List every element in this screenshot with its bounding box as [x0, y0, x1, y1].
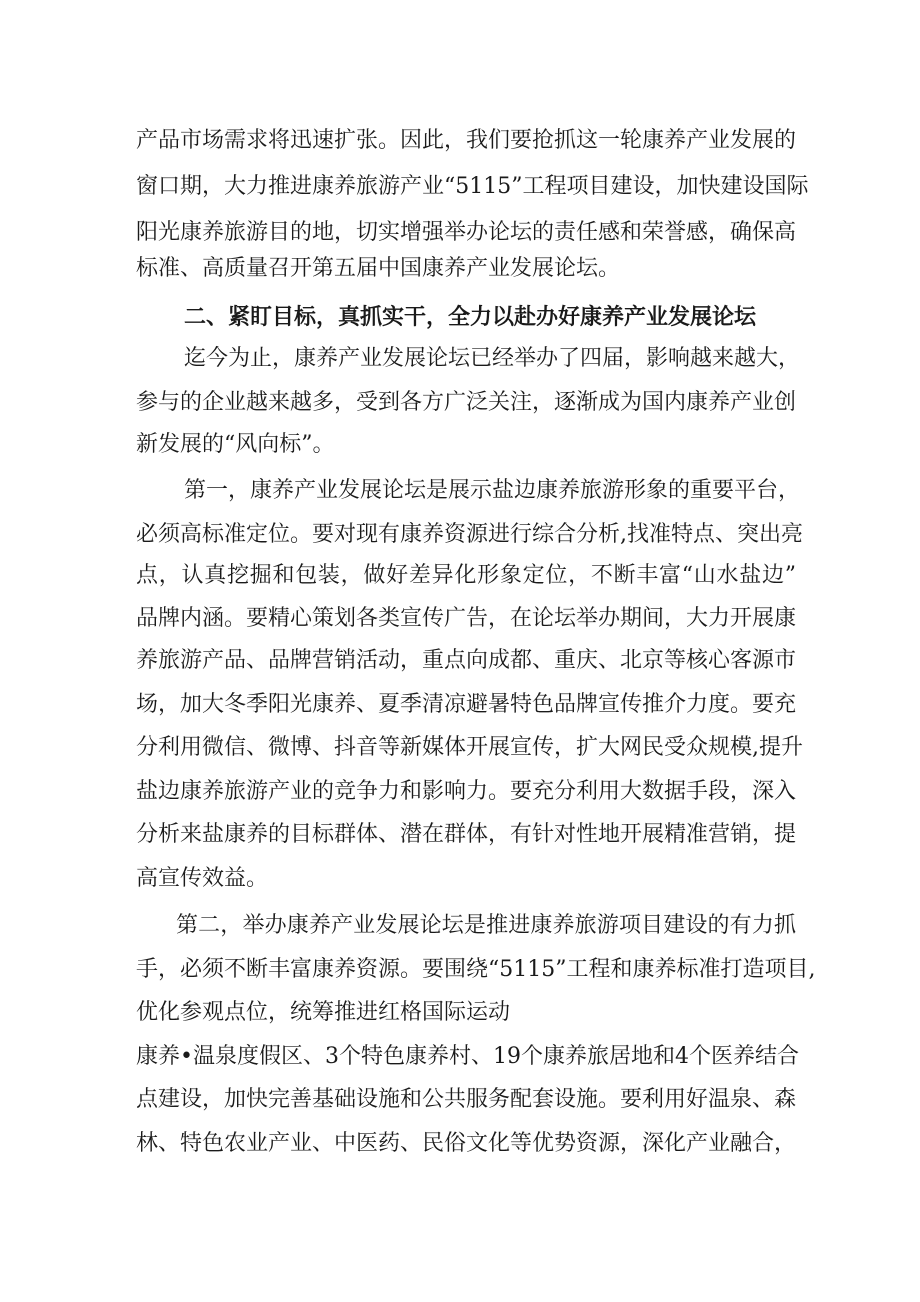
paragraph-line: 手，必须不断丰富康养资源。要围绕“5115”工程和康养标准打造项目,: [136, 957, 816, 982]
paragraph-line: 产品市场需求将迅速扩张。因此，我们要抢抓这一轮康养产业发展的: [136, 128, 797, 153]
paragraph-line: 第一，康养产业发展论坛是展示盐边康养旅游形象的重要平台，: [184, 478, 801, 503]
paragraph-line: 第二，举办康养产业发展论坛是推进康养旅游项目建设的有力抓: [176, 913, 796, 938]
paragraph-line: 分利用微信、微博、抖音等新媒体开展宣传，扩大网民受众规模,提升: [136, 735, 803, 760]
paragraph-line: 养旅游产品、品牌营销活动，重点向成都、重庆、北京等核心客源市: [136, 648, 797, 673]
paragraph-line: 必须高标准定位。要对现有康养资源进行综合分析,找准特点、突出亮: [136, 522, 803, 547]
section-heading: 二、紧盯目标，真抓实干，全力以赴办好康养产业发展论坛: [184, 305, 757, 330]
paragraph-line: 林、特色农业产业、中医药、民俗文化等优势资源，深化产业融合，: [136, 1131, 797, 1156]
paragraph-line: 参与的企业越来越多，受到各方广泛关注，逐渐成为国内康养产业创: [136, 390, 797, 415]
paragraph-line: 康养•温泉度假区、3个特色康养村、19个康养旅居地和4个医养结合: [136, 1044, 799, 1069]
paragraph-line: 新发展的“风向标”。: [136, 432, 335, 457]
paragraph-line: 品牌内涵。要精心策划各类宣传广告，在论坛举办期间，大力开展康: [136, 606, 797, 631]
paragraph-line: 高宣传效益。: [136, 866, 269, 891]
paragraph-line: 点，认真挖掘和包装，做好差异化形象定位，不断丰富“山水盐边”: [136, 563, 796, 588]
paragraph-line: 优化参观点位，统筹推进红格国际运动: [136, 1000, 511, 1025]
paragraph-line: 场，加大冬季阳光康养、夏季清凉避暑特色品牌宣传推介力度。要充: [136, 692, 797, 717]
paragraph-line: 迄今为止，康养产业发展论坛已经举办了四届，影响越来越大，: [184, 346, 801, 371]
paragraph-line: 盐边康养旅游产业的竞争力和影响力。要充分利用大数据手段，深入: [136, 779, 797, 804]
paragraph-line: 标准、高质量召开第五届中国康养产业发展论坛。: [136, 256, 621, 281]
paragraph-line: 分析来盐康养的目标群体、潜在群体，有针对性地开展精准营销，提: [136, 822, 797, 847]
paragraph-line: 阳光康养旅游目的地，切实增强举办论坛的责任感和荣誉感，确保高: [136, 220, 797, 245]
paragraph-line: 点建设，加快完善基础设施和公共服务配套设施。要利用好温泉、森: [136, 1087, 797, 1112]
paragraph-line: 窗口期，大力推进康养旅游产业“5115”工程项目建设，加快建设国际: [136, 174, 809, 199]
